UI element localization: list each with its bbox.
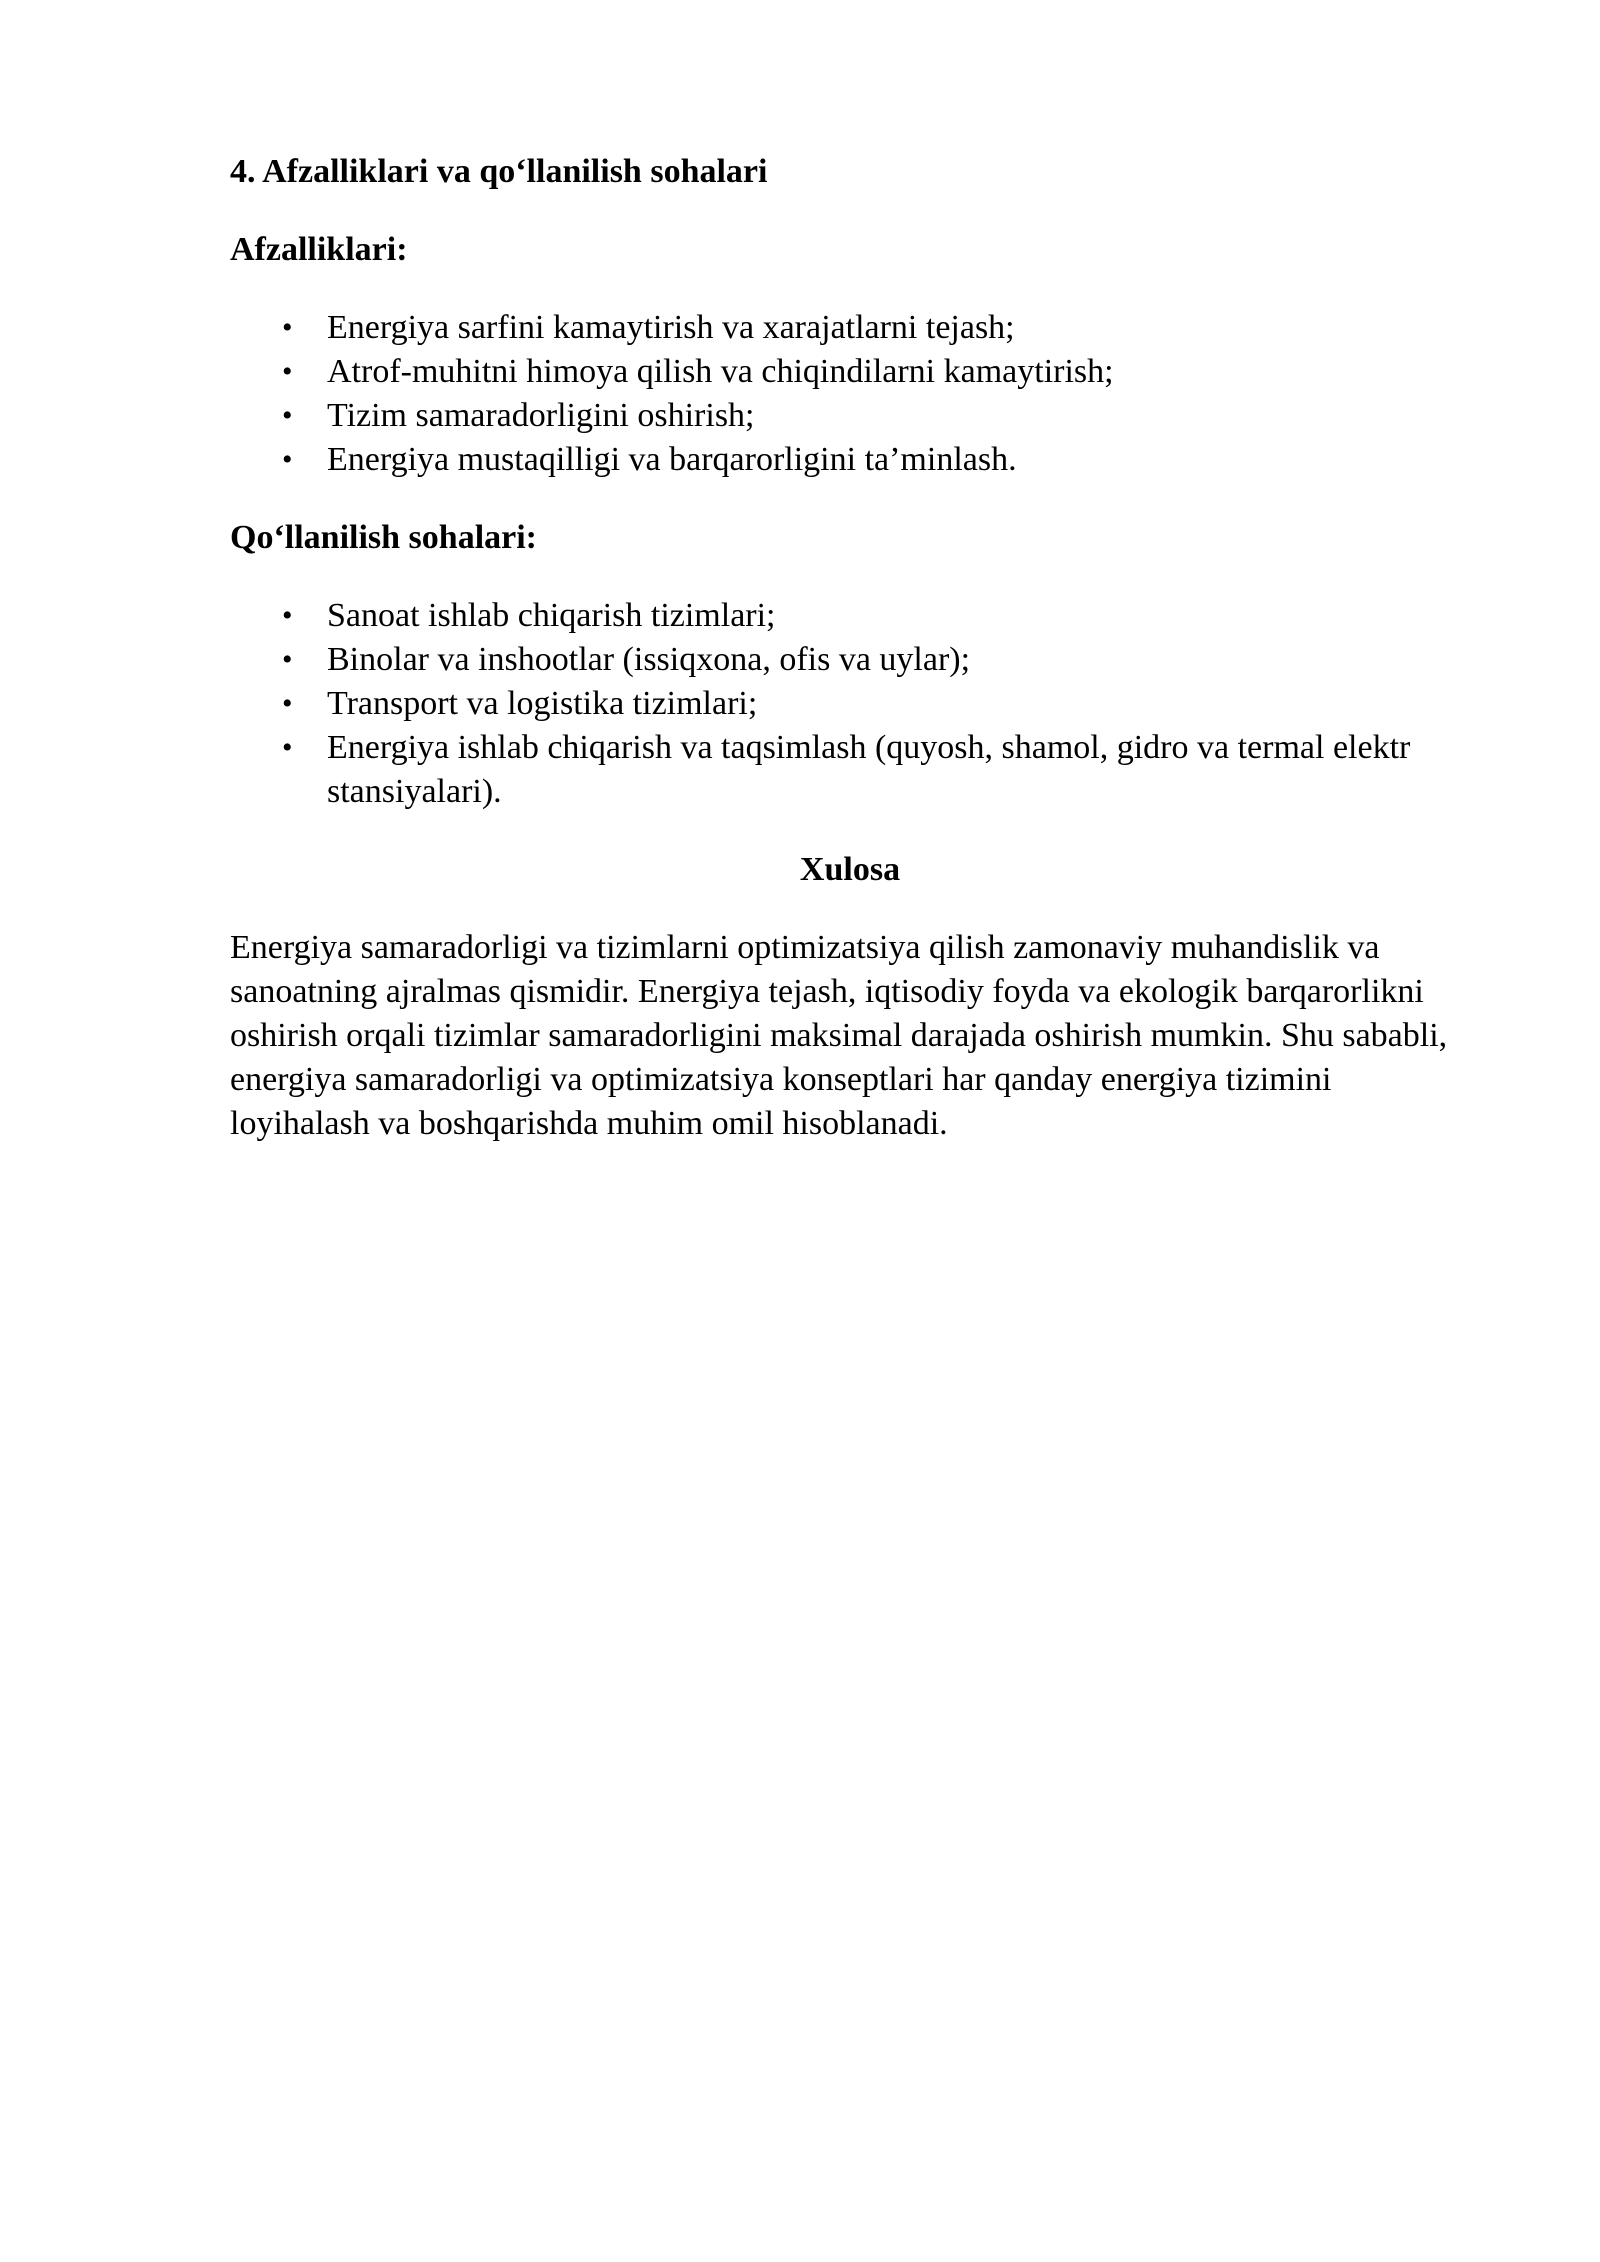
bullet-icon: • xyxy=(282,687,293,720)
list-item-text: Tizim samaradorligini oshirish; xyxy=(327,397,755,434)
bullet-icon: • xyxy=(282,399,293,432)
list-item-text: Binolar va inshootlar (issiqxona, ofis va uylar); xyxy=(327,641,971,678)
advantages-list xyxy=(230,306,1470,482)
list-item xyxy=(230,394,1467,438)
bullet-icon: • xyxy=(282,311,293,344)
list-item xyxy=(230,594,1467,638)
bullet-icon: • xyxy=(282,599,293,632)
bullet-icon: • xyxy=(282,731,293,764)
bullet-icon: • xyxy=(282,643,293,676)
list-item xyxy=(230,726,1467,814)
advantages-heading: Afzalliklari: xyxy=(230,231,408,268)
bullet-icon: • xyxy=(282,443,293,476)
applications-heading: Qo‘llanilish sohalari: xyxy=(230,519,537,556)
list-item xyxy=(230,438,1467,482)
list-item xyxy=(230,638,1467,682)
list-item-text: Energiya sarfini kamaytirish va xarajatlarni tejash; xyxy=(327,309,1015,346)
list-item-text: Energiya mustaqilligi va barqarorligini ta’minlash. xyxy=(327,441,1017,478)
conclusion-paragraph: Energiya samaradorligi va tizimlarni optimizatsiya qilish zamonaviy muhandislik va sanoatning ajralmas qismidir. Energiya tejash, iqtisodiy foyda va ekologik barqarorlikni oshirish orqali tizimlar samaradorligini maksimal darajada oshirish mumkin. Shu sababli, energiya samaradorligi va optimizatsiya konseptlari har qanday energiya tizimini loyihalash va boshqarishda muhim omil hisoblanadi. xyxy=(230,929,1448,1142)
list-item-text: Transport va logistika tizimlari; xyxy=(327,685,758,722)
list-item-text: Sanoat ishlab chiqarish tizimlari; xyxy=(327,597,776,634)
section-heading: 4. Afzalliklari va qo‘llanilish sohalari xyxy=(230,153,768,190)
list-item xyxy=(230,350,1467,394)
list-item-text: Atrof-muhitni himoya qilish va chiqindilarni kamaytirish; xyxy=(327,353,1114,390)
conclusion-heading: Xulosa xyxy=(799,851,901,888)
page-content xyxy=(230,150,1470,1146)
list-item-text: Energiya ishlab chiqarish va taqsimlash (quyosh, shamol, gidro va termal elektr stansiyalari). xyxy=(327,729,1411,810)
applications-list xyxy=(230,594,1470,814)
list-item xyxy=(230,306,1467,350)
bullet-icon: • xyxy=(282,355,293,388)
list-item xyxy=(230,682,1467,726)
